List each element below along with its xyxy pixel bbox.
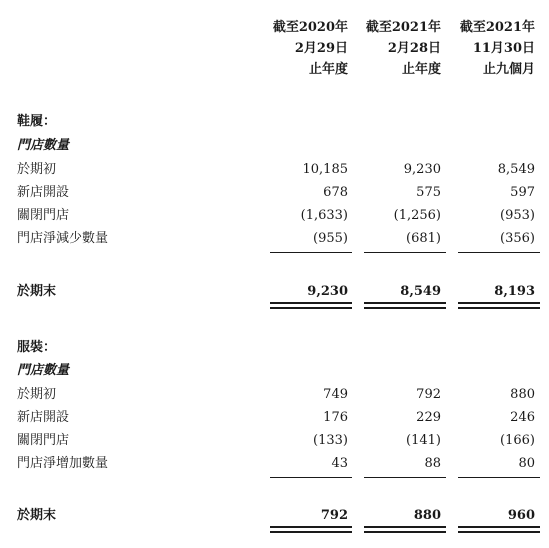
subtotal-rule	[270, 477, 352, 478]
subtotal-rule	[458, 252, 540, 253]
apparel-total-cell: 960	[507, 508, 535, 523]
total-double-rule	[458, 526, 540, 533]
footwear-total-label: 於期末	[17, 284, 57, 299]
apparel-cell: 792	[416, 387, 441, 402]
apparel-cell: (141)	[406, 433, 441, 448]
footwear-subtitle: 門店數量	[17, 138, 70, 153]
column-header-fy2021	[351, 20, 441, 83]
column-header-9m2021	[445, 20, 535, 83]
apparel-cell: (133)	[313, 433, 348, 448]
footwear-row-label: 門店淨減少數量	[17, 231, 109, 246]
footwear-cell: (955)	[313, 231, 348, 246]
total-double-rule	[364, 526, 446, 533]
column-header-line2: 2月28日	[387, 41, 441, 56]
footwear-total-cell: 8,193	[494, 284, 535, 299]
total-double-rule	[270, 302, 352, 309]
apparel-total-cell: 792	[320, 508, 348, 523]
column-header-line3: 止年度	[308, 62, 348, 77]
footwear-cell: (356)	[500, 231, 535, 246]
footwear-row-label: 新店開設	[17, 185, 70, 200]
footwear-total-cell: 9,230	[307, 284, 348, 299]
footwear-cell: 9,230	[403, 162, 441, 177]
column-header-line1: 截至2020年	[272, 20, 348, 35]
footwear-row-label: 關閉門店	[17, 208, 70, 223]
footwear-cell: (1,256)	[393, 208, 441, 223]
apparel-cell: 88	[424, 456, 441, 471]
apparel-cell: 43	[331, 456, 348, 471]
apparel-total-cell: 880	[413, 508, 441, 523]
apparel-subtitle: 門店數量	[17, 363, 70, 378]
total-double-rule	[270, 526, 352, 533]
footwear-cell: 8,549	[497, 162, 535, 177]
footwear-total-cell: 8,549	[400, 284, 441, 299]
subtotal-rule	[458, 477, 540, 478]
total-double-rule	[364, 302, 446, 309]
subtotal-rule	[270, 252, 352, 253]
apparel-total-label: 於期末	[17, 508, 57, 523]
footwear-cell: 10,185	[302, 162, 348, 177]
apparel-row-label: 新店開設	[17, 410, 70, 425]
footwear-cell: 678	[323, 185, 348, 200]
footwear-cell: 575	[416, 185, 441, 200]
apparel-cell: (166)	[500, 433, 535, 448]
subtotal-rule	[364, 477, 446, 478]
apparel-row-label: 門店淨增加數量	[17, 456, 109, 471]
apparel-cell: 176	[323, 410, 348, 425]
column-header-line3: 止九個月	[482, 62, 535, 77]
column-header-fy2020	[258, 20, 348, 83]
column-header-line3: 止年度	[401, 62, 441, 77]
footwear-cell: (1,633)	[300, 208, 348, 223]
apparel-cell: 880	[510, 387, 535, 402]
apparel-section-title: 服裝：	[17, 340, 57, 355]
footwear-row-label: 於期初	[17, 162, 57, 177]
footwear-section-title: 鞋履：	[17, 114, 57, 129]
column-header-line1: 截至2021年	[365, 20, 441, 35]
apparel-cell: 80	[518, 456, 535, 471]
column-header-line2: 11月30日	[472, 41, 535, 56]
apparel-cell: 749	[323, 387, 348, 402]
apparel-cell: 246	[510, 410, 535, 425]
footwear-cell: (953)	[500, 208, 535, 223]
column-header-line2: 2月29日	[294, 41, 348, 56]
apparel-row-label: 於期初	[17, 387, 57, 402]
total-double-rule	[458, 302, 540, 309]
apparel-cell: 229	[416, 410, 441, 425]
footwear-cell: (681)	[406, 231, 441, 246]
footwear-cell: 597	[510, 185, 535, 200]
apparel-row-label: 關閉門店	[17, 433, 70, 448]
subtotal-rule	[364, 252, 446, 253]
column-header-line1: 截至2021年	[459, 20, 535, 35]
